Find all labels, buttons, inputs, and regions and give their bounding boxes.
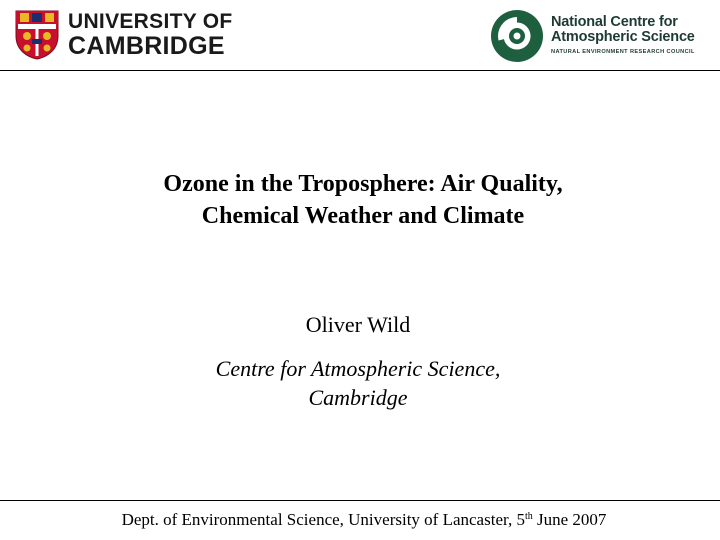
- ncas-wordmark-line2: Atmospheric Science: [551, 29, 695, 45]
- slide-header: [0, 0, 720, 72]
- affiliation-line2: Cambridge: [308, 385, 408, 410]
- ncas-logo-icon: [490, 9, 544, 63]
- ncas-wordmark: [551, 15, 695, 57]
- slide-title: [0, 168, 720, 232]
- footer-divider: [0, 500, 720, 501]
- ncas-wordmark-line3: NATURAL ENVIRONMENT RESEARCH COUNCIL: [551, 49, 695, 55]
- cambridge-wordmark: [68, 11, 233, 60]
- author-affiliation: [0, 354, 716, 412]
- cambridge-wordmark-line1: UNIVERSITY OF: [68, 10, 233, 33]
- footer-text-end: June 2007: [532, 510, 607, 529]
- affiliation-line1: Centre for Atmospheric Science,: [215, 356, 501, 381]
- header-divider: [0, 70, 720, 71]
- slide-footer: [0, 508, 720, 532]
- slide-title-line1: Ozone in the Troposphere: Air Quality,: [163, 171, 563, 197]
- author-name: Oliver Wild: [305, 312, 411, 337]
- cambridge-crest-icon: [15, 10, 59, 60]
- footer-superscript: th: [524, 511, 533, 522]
- cambridge-wordmark-line2: CAMBRIDGE: [68, 32, 225, 60]
- slide-title-line2: Chemical Weather and Climate: [201, 203, 525, 229]
- ncas-wordmark-line1: National Centre for: [551, 14, 678, 30]
- footer-text: Dept. of Environmental Science, University of Lancaster, 5: [121, 510, 525, 529]
